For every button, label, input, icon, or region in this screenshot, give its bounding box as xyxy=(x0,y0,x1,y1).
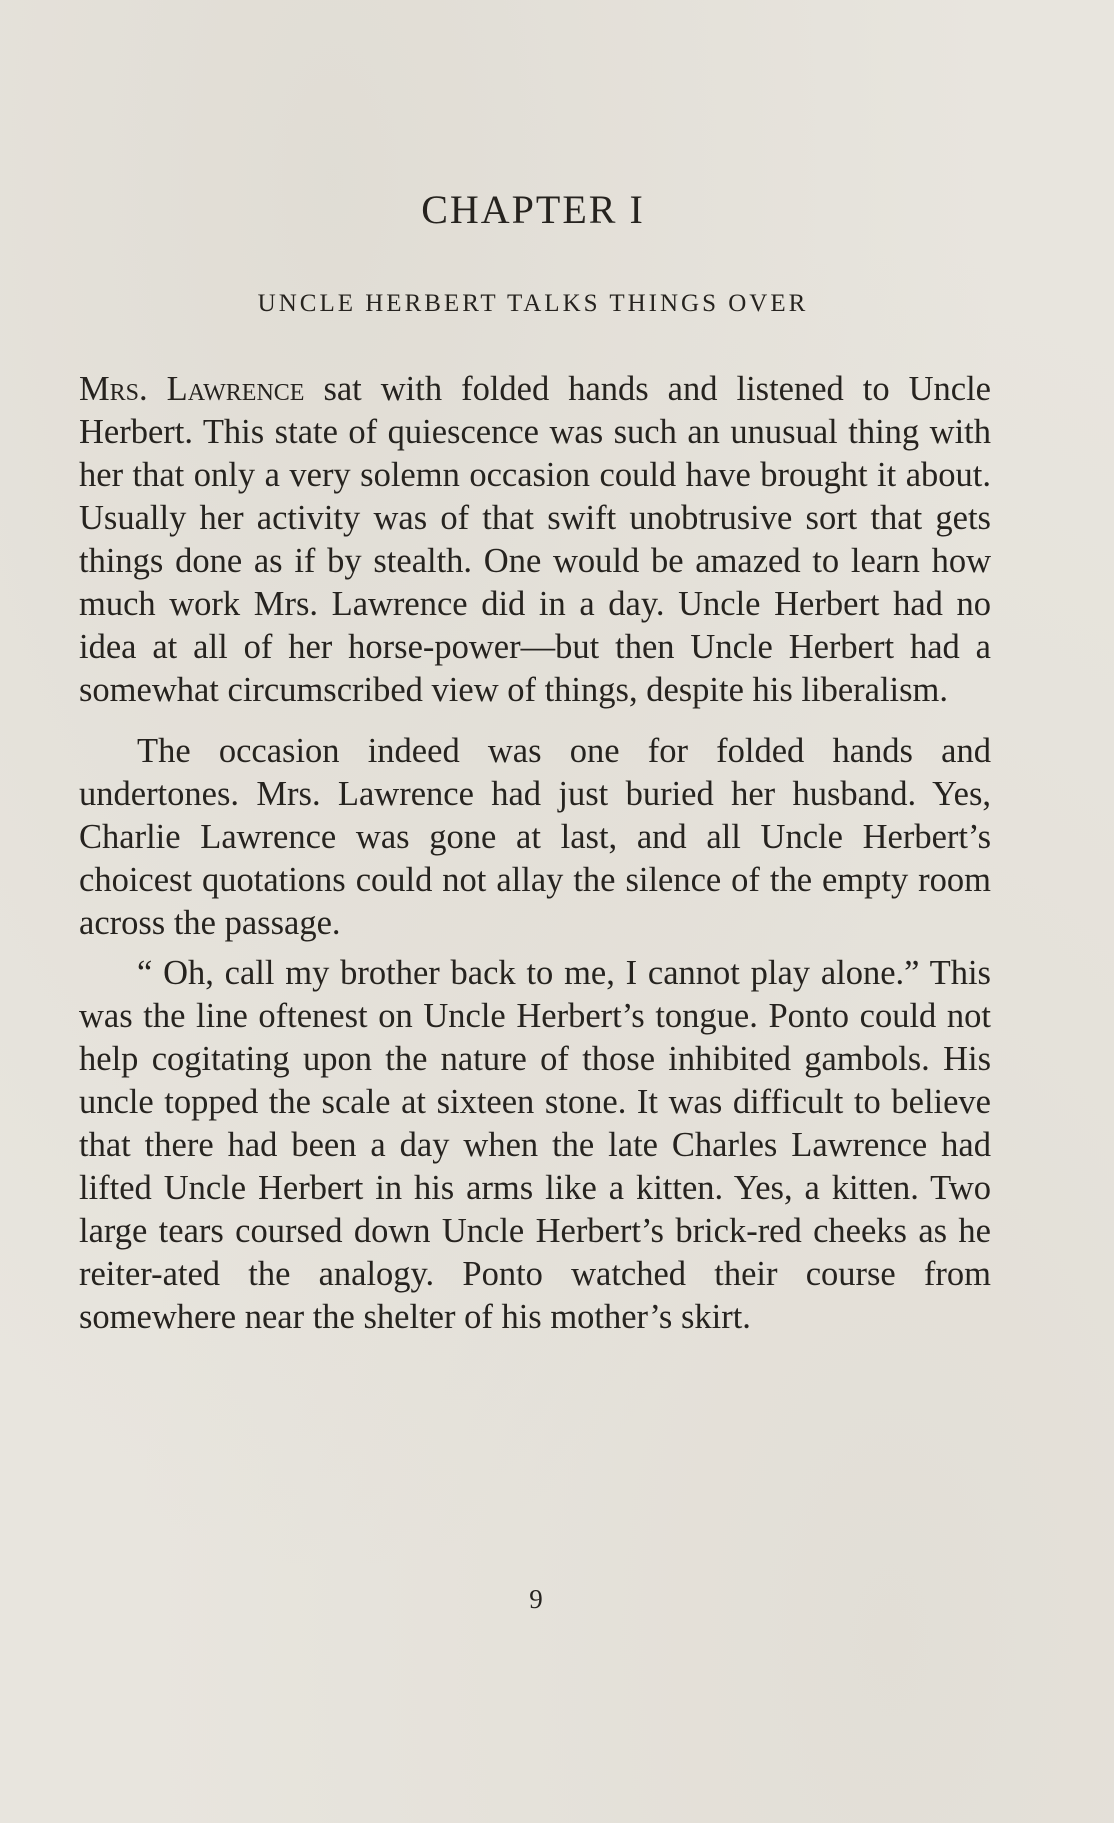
chapter-heading: CHAPTER I xyxy=(421,187,645,232)
paragraph-text: sat with folded hands and listened to Uncle Herbert. This state of quiescence was such an unusual thing with her that only a very solemn occasion could have brought it about. Usually her activity was of that swift unobtrusive sort that gets things done as if by stealth. One would be amazed to learn how much work Mrs. Lawrence did in a day. Uncle Herbert had no idea at all of her horse-power—but then Uncle Herbert had a somewhat circumscribed view of things, despite his liberalism. xyxy=(79,370,991,709)
chapter-title: UNCLE HERBERT TALKS THINGS OVER xyxy=(257,290,809,317)
page-number: 9 xyxy=(529,1584,543,1614)
paragraph: The occasion indeed was one for folded hands and undertones. Mrs. Lawrence had just buried her husband. Yes, Charlie Lawrence was gone at last, and all Uncle Herbert’s choicest quotations could not allay the silence of the empty room across the passage. xyxy=(79,732,991,942)
paragraph: “ Oh, call my brother back to me, I cannot play alone.” This was the line oftenest on Uncle Herbert’s tongue. Ponto could not help cogitating upon the nature of those inhibited gambols. His uncle topped the scale at sixteen stone. It was difficult to believe that there had been a day when the late Charles Lawrence had lifted Uncle Herbert in his arms like a kitten. Yes, a kitten. Two large tears coursed down Uncle Herbert’s brick-red cheeks as he reiter-ated the analogy. Ponto watched their course from somewhere near the shelter of his mother’s skirt. xyxy=(79,954,991,1336)
paragraph xyxy=(79,368,991,712)
body-text xyxy=(79,368,991,1339)
paragraph-lead: Mrs. Lawrence xyxy=(79,370,305,408)
